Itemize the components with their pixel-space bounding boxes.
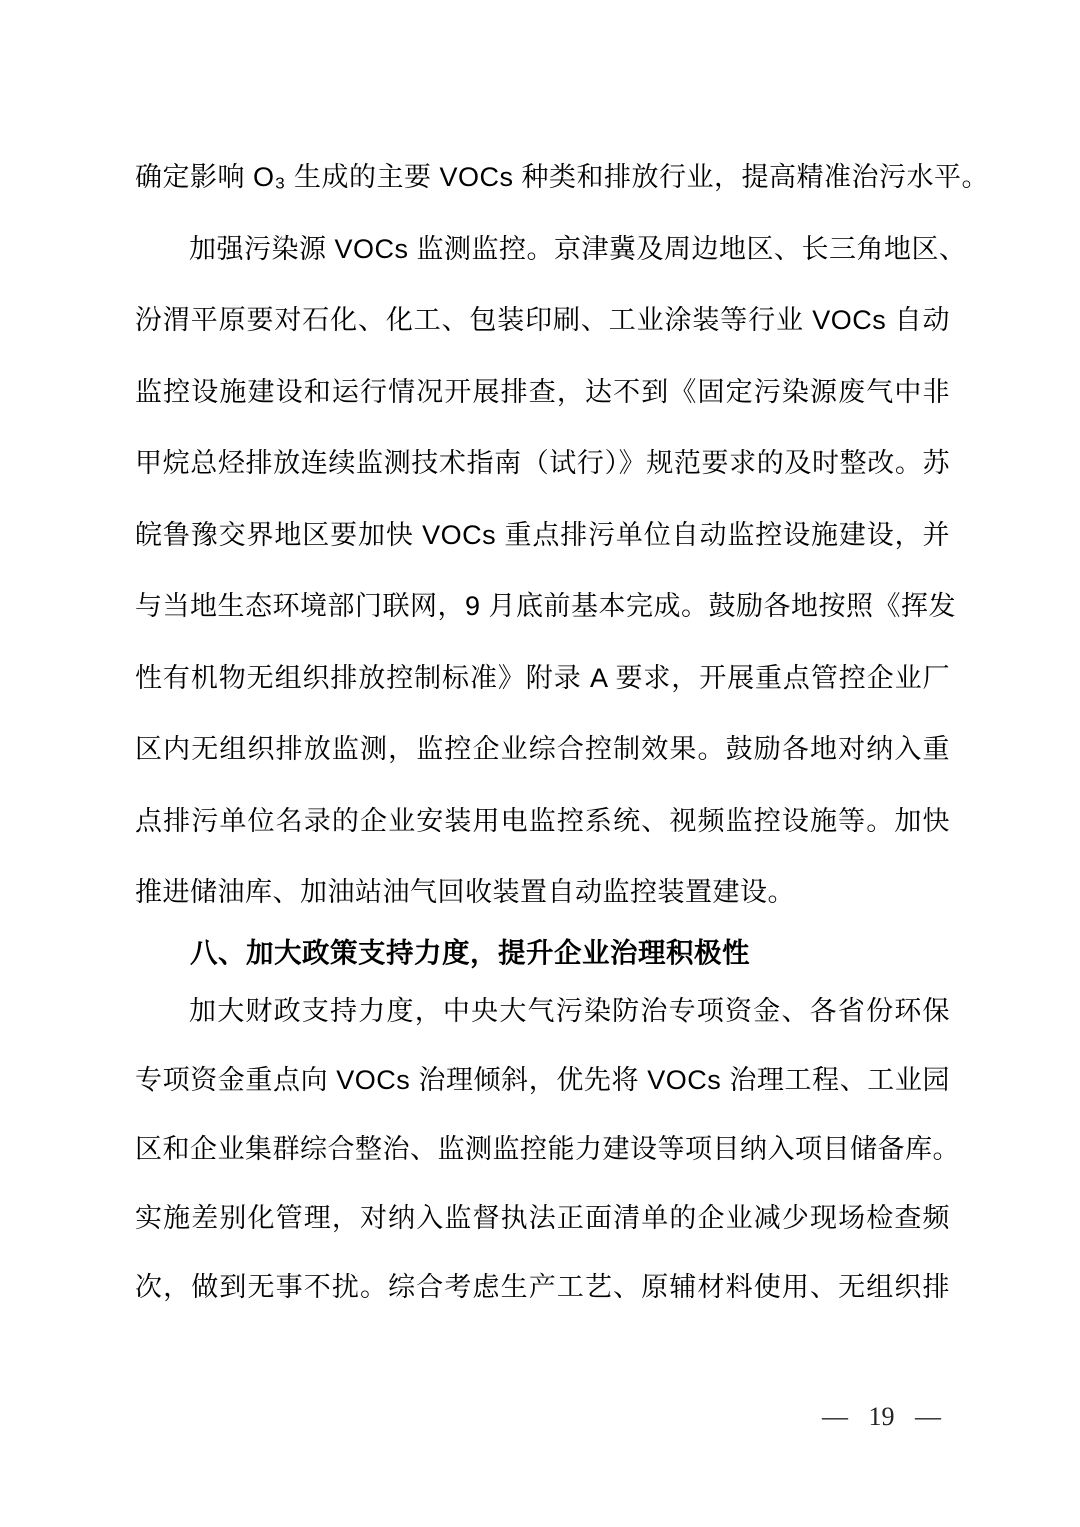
paragraph-line: 甲烷总烃排放连续监测技术指南（试行）》规范要求的及时整改。苏 xyxy=(135,448,950,478)
paragraph-line: 专项资金重点向 VOCs 治理倾斜，优先将 VOCs 治理工程、工业园 xyxy=(135,1064,950,1095)
paragraph-line: 与当地生态环境部门联网，9 月底前基本完成。鼓励各地按照《挥发 xyxy=(135,591,957,621)
paragraph-line: 实施差别化管理，对纳入监督执法正面清单的企业减少现场检查频 xyxy=(135,1202,950,1233)
paragraph-line: 监控设施建设和运行情况开展排查，达不到《固定污染源废气中非 xyxy=(135,376,950,407)
paragraph-line: 区和企业集群综合整治、监测监控能力建设等项目纳入项目储备库。 xyxy=(135,1133,960,1164)
paragraph-line: 区内无组织排放监测，监控企业综合控制效果。鼓励各地对纳入重 xyxy=(135,734,950,764)
paragraph-line: 确定影响 O₃ 生成的主要 VOCs 种类和排放行业，提高精准治污水平。 xyxy=(135,162,990,192)
paragraph-line: 次，做到无事不扰。综合考虑生产工艺、原辅材料使用、无组织排 xyxy=(135,1271,950,1302)
paragraph-line: 加大财政支持力度，中央大气污染防治专项资金、各省份环保 xyxy=(189,995,950,1026)
paragraph-line: 汾渭平原要对石化、化工、包装印刷、工业涂装等行业 VOCs 自动 xyxy=(135,305,950,335)
page-number: — 19 — xyxy=(822,1402,941,1431)
paragraph-line: 性有机物无组织排放控制标准》附录 A 要求，开展重点管控企业厂 xyxy=(135,662,950,693)
section-heading: 八、加大政策支持力度，提升企业治理积极性 xyxy=(190,936,750,968)
paragraph-line: 皖鲁豫交界地区要加快 VOCs 重点排污单位自动监控设施建设，并 xyxy=(135,519,950,550)
paragraph-line: 推进储油库、加油站油气回收装置自动监控装置建设。 xyxy=(135,877,795,907)
text-block xyxy=(135,142,990,1322)
paragraph-line: 点排污单位名录的企业安装用电监控系统、视频监控设施等。加快 xyxy=(135,805,950,836)
paragraph-line: 加强污染源 VOCs 监测监控。京津冀及周边地区、长三角地区、 xyxy=(189,233,967,264)
